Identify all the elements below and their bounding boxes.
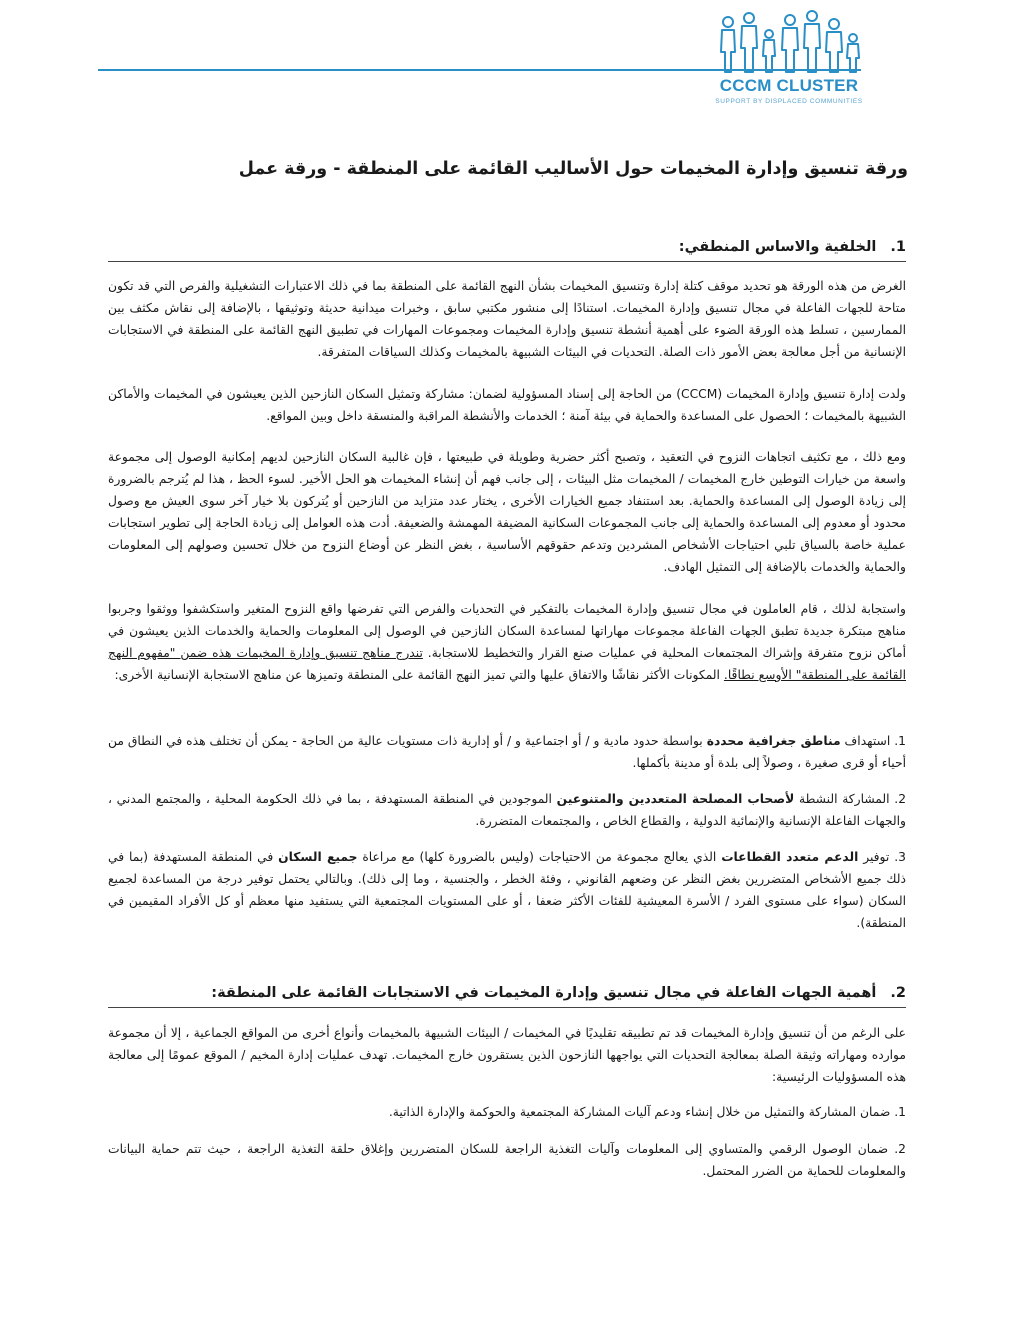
list-item-bold: الدعم متعدد القطاعات [721, 850, 859, 864]
section-1-title: الخلفية والاساس المنطقي: [678, 239, 877, 255]
list-item-text: استهداف [844, 734, 891, 748]
list-item-number: 2. [894, 792, 907, 806]
section-1-list-item-2 [108, 788, 906, 832]
list-item-bold: جميع السكان [278, 850, 358, 864]
list-item-text: ضمان المشاركة والتمثيل من خلال إنشاء ودعم آليات المشاركة المجتمعية والحوكمة والإدارة الذاتية. [388, 1105, 891, 1119]
section-2-list-item-1 [108, 1101, 906, 1123]
section-2-number: 2. [890, 985, 906, 1001]
logo-title: CCCM CLUSTER [719, 76, 859, 95]
list-item-text: الذي يعالج مجموعة من الاحتياجات (وليس بالضرورة كلها) مع مراعاة [362, 850, 717, 864]
section-1-paragraph-2: ولدت إدارة تنسيق وإدارة المخيمات (CCCM) من الحاجة إلى إسناد المسؤولية لضمان: مشاركة وتمثيل السكان النازحين الذين يعيشون في المخيمات والأماكن الشبيهة بالمخيمات ؛ الحصول على المساعدة والحماية في بيئة آمنة ؛ الخدمات والأنشطة المراقبة والمنسقة داخل وبين المواقع. [108, 387, 906, 423]
list-item-text: في المنطقة المستهدفة (بما في ذلك جميع الأشخاص المتضررين بغض النظر عن وضعهم القانوني ، وفئة الخطر ، والجنسية ، وما إلى ذلك). وبالتالي يحتمل توفير درجة من المساعدة لجميع السكان (سواء على مستوى الفرد / الأسرة المعيشية للفئات الأكثر ضعفا ، أو على المستويات المجتمعية التي يستفيد منها معظم أو كل الأفراد المقيمين في المنطقة). [108, 850, 906, 930]
section-1-list-item-1 [108, 730, 906, 774]
list-item-number: 2. [894, 1142, 906, 1156]
list-item-number: 1. [894, 734, 906, 748]
people-figures-icon [714, 8, 864, 78]
cccm-cluster-logo [714, 8, 864, 108]
logo-subtitle: SUPPORT BY DISPLACED COMMUNITIES [715, 98, 863, 105]
paragraph-4-underlined: تندرج مناهج تنسيق وإدارة المخيمات هذه ضمن "مفهوم النهج القائمة على المنطقة" الأوسع نطاقًا. [108, 646, 906, 682]
section-2-list-item-2 [108, 1138, 906, 1182]
list-item-number: 3. [894, 850, 906, 864]
list-item-number: 1. [894, 1105, 906, 1119]
list-item-bold: مناطق جغرافية محددة [706, 734, 841, 748]
section-1-paragraph-4 [108, 598, 906, 686]
section-2-heading [108, 982, 906, 1008]
document-title: ورقة تنسيق وإدارة المخيمات حول الأساليب القائمة على المنطقة - ورقة عمل [238, 159, 908, 179]
list-item-text: ضمان الوصول الرقمي والمتساوي إلى المعلومات وآليات التغذية الراجعة للسكان المتضررين وإغلاق حلقة التغذية الراجعة ، حيث تتم حماية البيانات والمعلومات للحماية من الضرر المحتمل. [108, 1142, 906, 1178]
section-1-paragraph-3: ومع ذلك ، مع تكثيف اتجاهات النزوح في التعقيد ، وتصبح أكثر حضرية وطويلة في طبيعتها ، فإن غالبية السكان النازحين لديهم إمكانية الوصول إلى مجموعة واسعة من خيارات التوطين خارج المخيمات / المخيمات مثل البيئات ، إلى جانب فهم أن إنشاء المخيمات هو الحل الأخير. لسوء الحظ ، هذا لم يُترجم بالضرورة إلى زيادة الوصول إلى المساعدة والحماية. بعد استنفاد جميع الخيارات الأخرى ، يختار عدد متزايد من النازحين أو يُتركون بلا خيار آخر سوى العيش مع وصول محدود أو معدوم إلى المساعدة والحماية إلى جانب المجموعات السكانية المضيفة المهمشة والضعيفة. أدت هذه العوامل إلى زيادة الحاجة إلى تطوير استجابات عملية خاصة بالسياق تلبي احتياجات الأشخاص المشردين وتدعم حقوقهم الأساسية ، بغض النظر عن أوضاع النزوح من خلال تحسين وصولهم إلى المعلومات والحماية والخدمات بالإضافة إلى التمثيل الهادف. [108, 450, 906, 574]
list-item-text: المشاركة النشطة [799, 792, 890, 806]
section-1-heading [108, 236, 906, 262]
section-2-paragraph-1: على الرغم من أن تنسيق وإدارة المخيمات قد تم تطبيقه تقليديًا في المخيمات / البيئات الشبيهة بالمخيمات وأنواع أخرى من المواقع الجماعية ، إلا أن مجموعة موارده ومهاراته وثيقة الصلة بمعالجة التحديات التي يواجهها النازحون الذين يستقرون خارج المخيمات. تهدف عمليات إدارة المخيم / الموقع عمومًا إلى معالجة هذه المسؤوليات الرئيسية: [108, 1026, 906, 1084]
list-item-text: بواسطة حدود مادية و / أو اجتماعية و / أو إدارية ذات مستويات عالية من الحاجة - يمكن أن تختلف هذه في النطاق من أحياء أو قرى صغيرة ، وصولاً إلى بلدة أو مدينة بأكملها. [108, 734, 906, 770]
list-item-text: توفير [863, 850, 890, 864]
header-divider [98, 69, 861, 71]
section-1-list-item-3 [108, 846, 906, 934]
paragraph-4-text-b: المكونات الأكثر نقاشًا والاتفاق عليها والتي تميز النهج القائمة على المنطقة وتميزها عن مناهج الاستجابة الإنسانية الأخرى: [114, 668, 720, 682]
section-1-paragraph-1: الغرض من هذه الورقة هو تحديد موقف كتلة إدارة وتنسيق المخيمات بشأن النهج القائمة على المنطقة بما في ذلك الاعتبارات التشغيلية والفرص التي قد تكون متاحة للجهات الفاعلة في مجال تنسيق وإدارة المخيمات. استنادًا إلى منشور مكتبي سابق ، وخبرات ميدانية حديثة وتوثيقها ، بالإضافة إلى نقاش مكثف بين الممارسين ، تسلط هذه الورقة الضوء على أهمية أنشطة تنسيق وإدارة المخيمات ومجموعات المهارات في تطبيق النهج القائمة على المنطقة في الاستجابات الإنسانية من أجل معالجة بعض الأمور ذات الصلة. التحديات في البيئات الشبيهة بالمخيمات وكذلك السياقات المتفرقة. [108, 279, 906, 359]
list-item-text: الموجودين في المنطقة المستهدفة ، بما في ذلك الحكومة المحلية ، والمجتمع المدني ، والجهات الفاعلة الإنسانية والإنمائية الدولية ، والقطاع الخاص ، والمجتمعات المتضررة. [108, 792, 906, 828]
paragraph-4-text-a: واستجابة لذلك ، قام العاملون في مجال تنسيق وإدارة المخيمات بالتفكير في التحديات والفرص التي تفرضها واقع النزوح المتغير واستكشفوا ووثقوا وجربوا مناهج مبتكرة جديدة تطبق الجهات الفاعلة مجموعات مهاراتها لمساعدة السكان النازحين في الوصول إلى المعلومات والحماية والخدمات الذين يعيشون في أماكن نزوح متفرقة وإشراك المجتمعات المحلية في عمليات صنع القرار والتخطيط للاستجابة. [108, 602, 906, 660]
section-2-title: أهمية الجهات الفاعلة في مجال تنسيق وإدارة المخيمات في الاستجابات القائمة على المنطقة: [211, 985, 877, 1001]
list-item-bold: لأصحاب المصلحة المتعددين والمتنوعين [556, 792, 795, 806]
section-1-number: 1. [890, 239, 906, 255]
